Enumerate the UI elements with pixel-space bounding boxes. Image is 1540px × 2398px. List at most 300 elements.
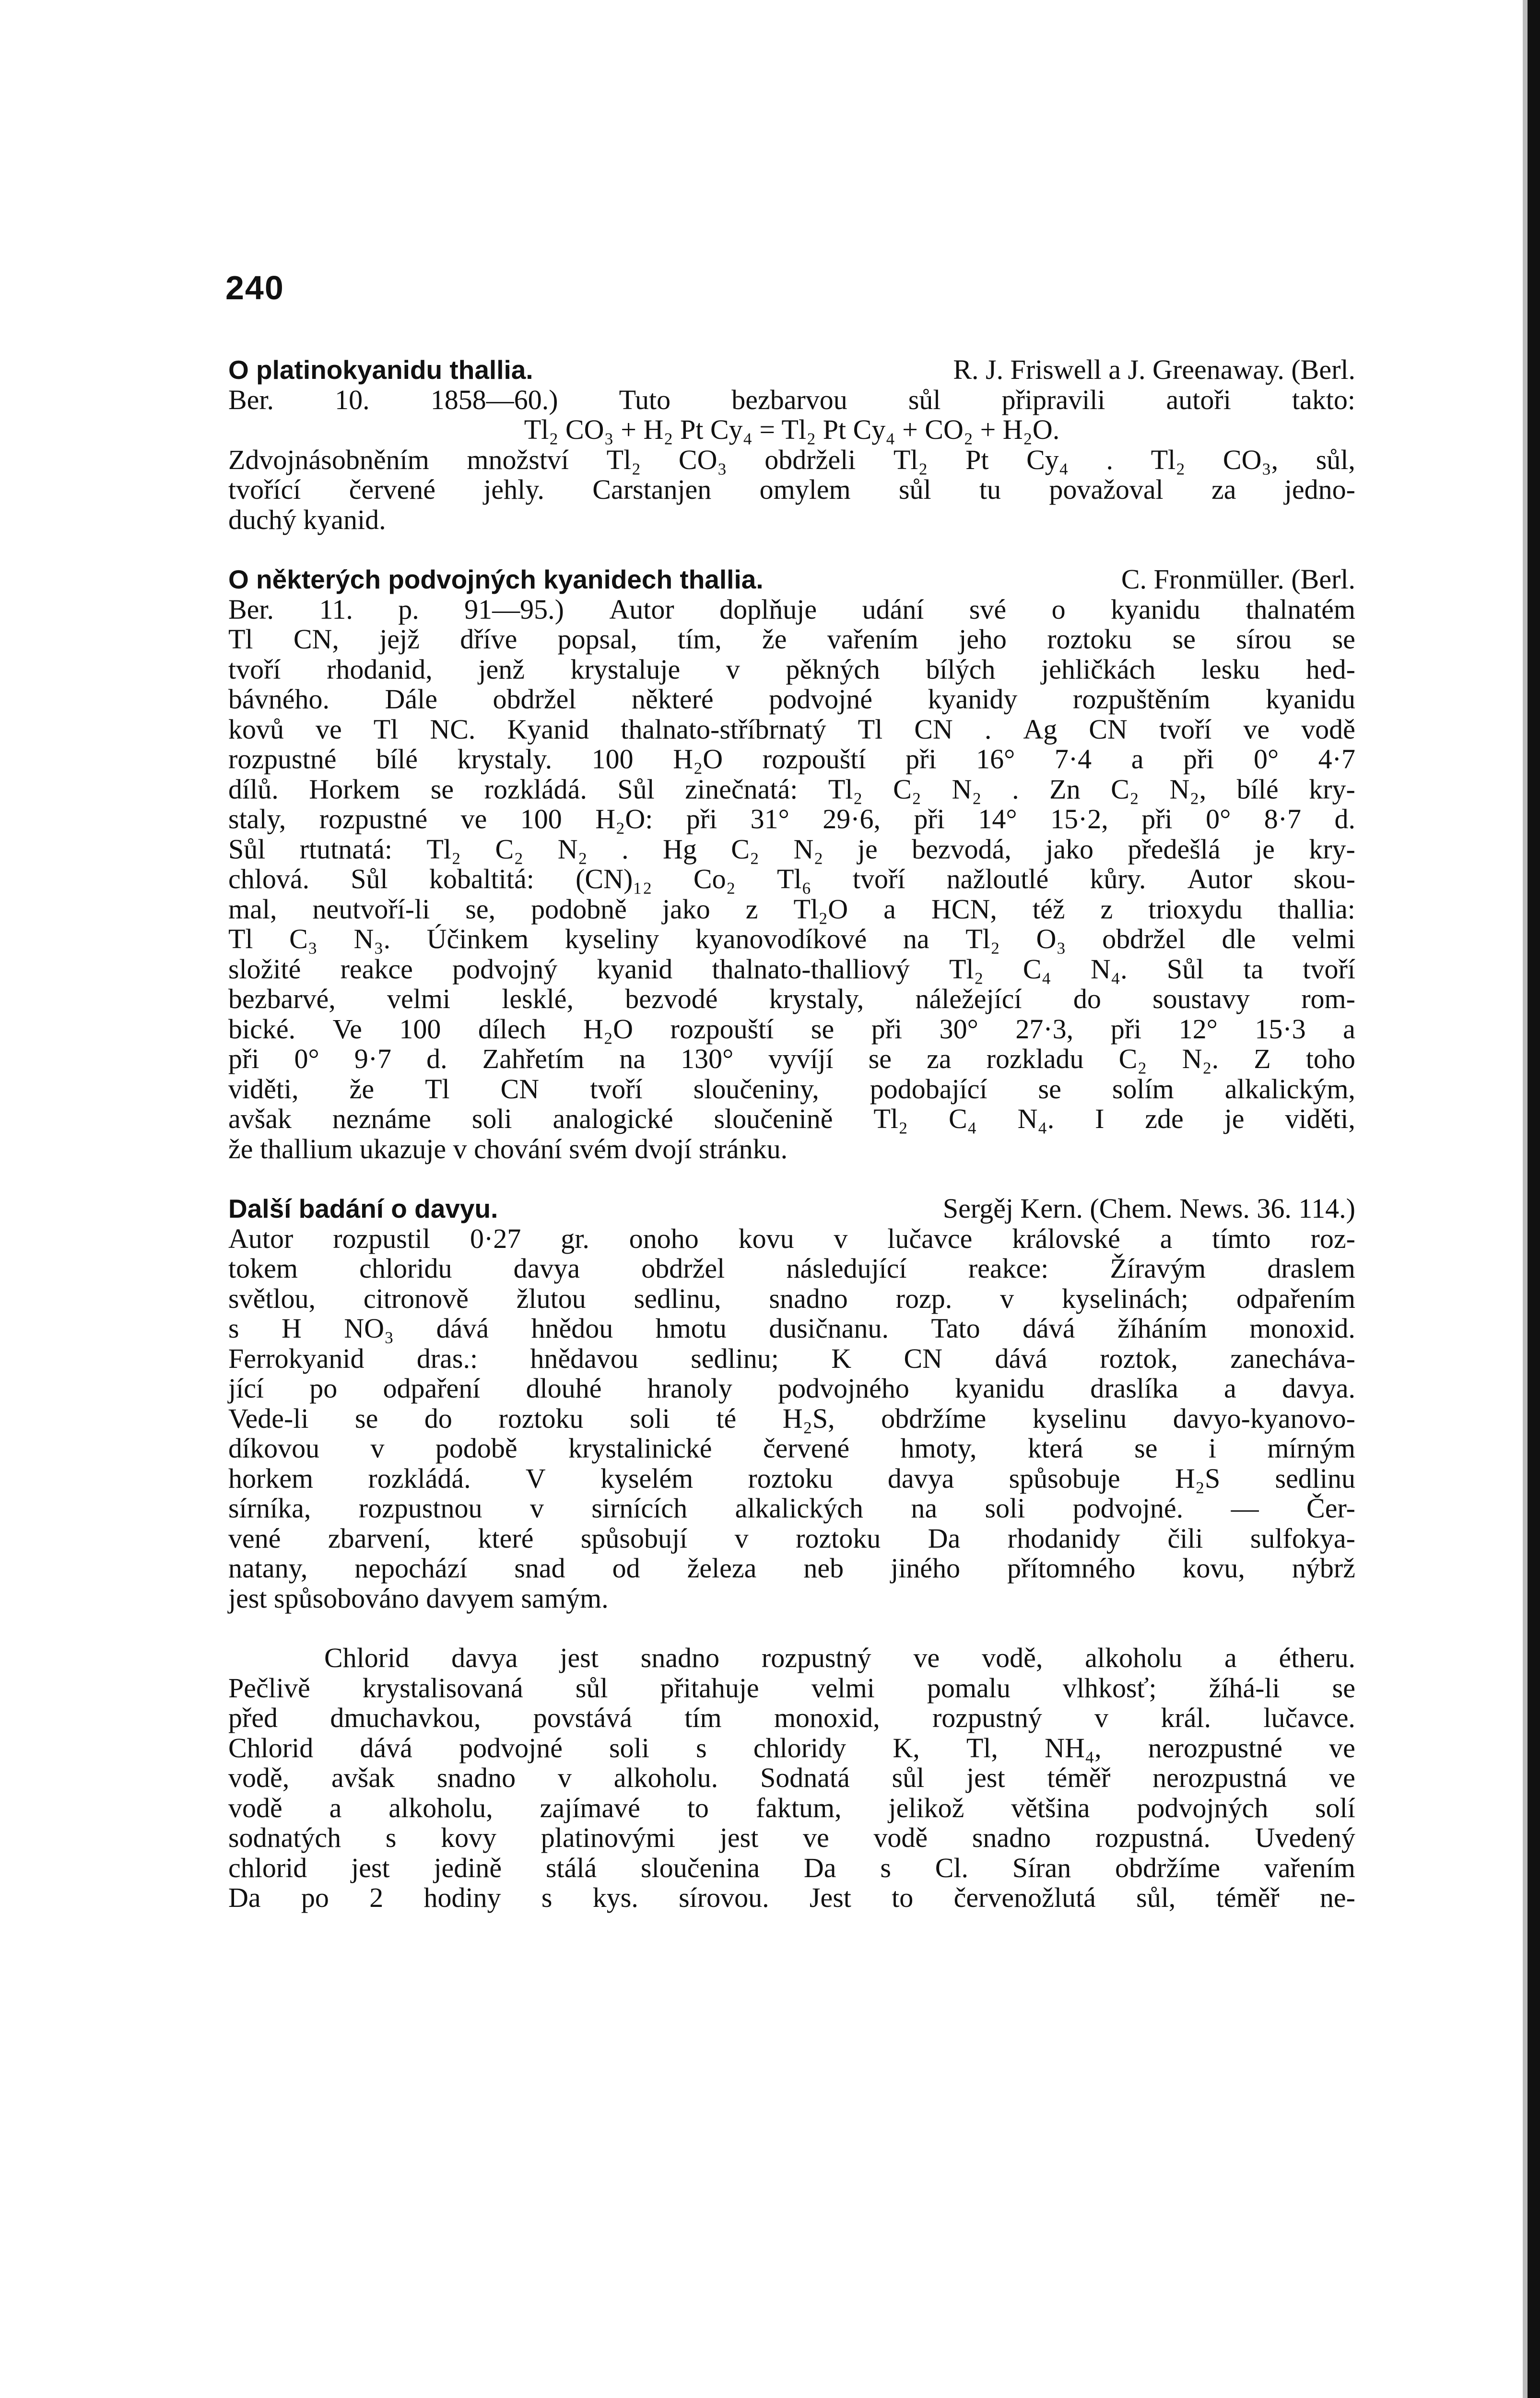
word: soustavy: [1152, 983, 1250, 1014]
word: tvoří: [228, 653, 281, 685]
word: Vede-li: [228, 1402, 309, 1434]
word: hnědavou: [530, 1342, 638, 1374]
word: z: [1100, 893, 1113, 925]
word: s: [541, 1882, 553, 1913]
word: 4·7: [1318, 743, 1355, 775]
word: Tl₂: [873, 1103, 908, 1134]
word: roz-: [1310, 1223, 1355, 1254]
word: kry-: [1309, 833, 1355, 865]
word: alkalickým,: [1224, 1073, 1355, 1105]
word: krystalisovaná: [362, 1672, 523, 1704]
word: tvořící: [228, 474, 301, 505]
word: o: [1051, 593, 1066, 625]
word: žlutou: [516, 1282, 586, 1314]
word: se: [868, 1043, 892, 1074]
word: C₄: [948, 1103, 977, 1134]
word: ve: [316, 713, 342, 745]
word: horkem: [228, 1462, 314, 1494]
word: C₄: [1023, 953, 1051, 985]
word: čili: [1167, 1522, 1203, 1554]
word: většina: [1011, 1792, 1090, 1823]
word: ve: [1329, 1732, 1355, 1763]
word: rom-: [1301, 983, 1355, 1014]
word: kys.: [592, 1882, 638, 1913]
word: rtutnatá:: [299, 833, 392, 865]
word: téměř: [1047, 1762, 1111, 1793]
word: se,: [465, 893, 496, 925]
word: jest: [966, 1762, 1005, 1793]
text-line: [228, 1464, 1355, 1494]
word: kyanidu: [1266, 683, 1355, 715]
text-line: [228, 1793, 1355, 1823]
word: .: [984, 713, 992, 745]
word: Tl: [858, 713, 883, 745]
text-line: [228, 1553, 1355, 1584]
word: i: [1208, 1433, 1216, 1464]
word: a: [1343, 1013, 1355, 1045]
word: 30°: [939, 1013, 978, 1045]
word: zinečnatá:: [685, 773, 798, 805]
word: chloridy: [753, 1732, 846, 1763]
word: hmotu: [655, 1313, 727, 1344]
word: K,: [893, 1732, 920, 1763]
word: 29·6,: [823, 803, 881, 835]
word: jiného: [891, 1552, 961, 1584]
text-line: [228, 1344, 1355, 1374]
word: na: [903, 923, 929, 954]
word: jejž: [379, 623, 420, 655]
word: nerozpustné: [1148, 1732, 1282, 1763]
word: 0°: [294, 1043, 319, 1074]
section-1-heading: O platinokyanidu thallia.: [228, 355, 533, 385]
word: 8·7: [1264, 803, 1302, 835]
text-line: [228, 744, 1355, 775]
word: draslíka: [1090, 1373, 1178, 1404]
word: s: [880, 1852, 891, 1883]
word: vařením: [827, 623, 918, 655]
word: Tuto: [619, 384, 671, 415]
word: Zdvojnásobněním: [228, 444, 429, 475]
word: a: [1131, 743, 1144, 775]
word: Pt: [965, 444, 989, 475]
word: dílů.: [228, 773, 279, 805]
word: dusičnanu.: [769, 1313, 889, 1344]
word: takto:: [1292, 384, 1355, 415]
word: Tl₂: [1151, 444, 1186, 475]
word: lučavce.: [1263, 1702, 1355, 1733]
word: zbarvení,: [328, 1522, 431, 1554]
word: monoxid,: [774, 1702, 880, 1733]
word: též: [1032, 893, 1065, 925]
word: trioxydu: [1148, 893, 1243, 925]
text-line: [228, 1434, 1355, 1464]
word: C₂: [1111, 773, 1140, 805]
word: při: [686, 803, 717, 835]
word: citronově: [363, 1282, 469, 1314]
word: krystaluje: [570, 653, 681, 685]
page-body: [228, 355, 1355, 1913]
word: Cl.: [935, 1852, 968, 1883]
word: C₂: [893, 773, 922, 805]
word: a: [1160, 1223, 1173, 1254]
text-line: [228, 595, 1355, 625]
word: jest: [560, 1642, 599, 1673]
word: to: [687, 1792, 709, 1823]
word: kovů: [228, 713, 284, 745]
word: podvojný: [452, 953, 558, 985]
word: soli: [471, 1103, 512, 1134]
word: rozpustné: [228, 743, 337, 775]
section-3-byline: Sergěj Kern. (Chem. News. 36. 114.): [942, 1193, 1355, 1224]
word: reakce: [340, 953, 413, 985]
word: davyo-kyanovo-: [1173, 1402, 1355, 1434]
word: Da: [228, 1882, 261, 1913]
text-line: [228, 1524, 1355, 1554]
word: 100: [399, 1013, 441, 1045]
word: draslem: [1267, 1253, 1355, 1284]
word: .: [1012, 773, 1019, 805]
text-line: [228, 1643, 1355, 1673]
word: za: [927, 1043, 952, 1074]
word: p.: [398, 593, 419, 625]
word: v: [834, 1223, 848, 1254]
word: lesklé,: [502, 983, 574, 1014]
word: Cy₄: [1026, 444, 1069, 475]
word: se: [1332, 623, 1355, 655]
word: se: [1332, 1672, 1355, 1704]
word: Da: [928, 1522, 961, 1554]
word: při: [871, 1013, 903, 1045]
word: to: [892, 1882, 914, 1913]
word: na: [619, 1043, 646, 1074]
word: červenožlutá: [953, 1882, 1096, 1913]
word: s: [228, 1313, 239, 1344]
word: alkoholu: [1085, 1642, 1183, 1673]
word: 11.: [319, 593, 353, 625]
word: světlou,: [228, 1282, 316, 1314]
word: faktum,: [755, 1792, 842, 1823]
word: se: [1134, 1433, 1158, 1464]
word: rhodanid,: [327, 653, 433, 685]
word: kyanovodíkové: [695, 923, 867, 954]
word: že: [349, 1073, 375, 1105]
word: sloučenina: [641, 1852, 760, 1883]
word: velmi: [387, 983, 451, 1014]
word: N₃.: [353, 923, 391, 954]
section-3-first-line: [228, 1194, 1355, 1224]
word: CO₃: [678, 444, 727, 475]
word: lučavce: [887, 1223, 973, 1254]
word: podvojné: [459, 1732, 563, 1763]
word: stálá: [545, 1852, 597, 1883]
word: po: [309, 1373, 338, 1404]
word: v: [557, 1762, 572, 1793]
word: zanecháva-: [1230, 1342, 1355, 1374]
word: při: [1141, 803, 1173, 835]
word: 130°: [681, 1043, 734, 1074]
word: vodě,: [228, 1762, 290, 1793]
word: Čer-: [1306, 1493, 1355, 1524]
word: Tl₂: [949, 953, 984, 985]
text-line: [228, 954, 1355, 985]
word: v: [529, 1493, 544, 1524]
word: H₂O: [673, 743, 723, 775]
word: sodnatých: [228, 1822, 341, 1853]
word: a: [1224, 1642, 1237, 1673]
word: jako: [662, 893, 710, 925]
word: Pečlivě: [228, 1672, 310, 1704]
word: železa: [687, 1552, 757, 1584]
word: ve: [1243, 713, 1270, 745]
word: podobající: [870, 1073, 987, 1105]
word: staly,: [228, 803, 286, 835]
word: množství: [467, 444, 569, 475]
word: roztoku: [498, 1402, 584, 1434]
word: omylem: [759, 474, 851, 505]
word: NO₃: [344, 1313, 394, 1344]
word: rozkladu: [986, 1043, 1084, 1074]
text-line: [228, 1074, 1355, 1105]
word: dává: [436, 1313, 489, 1344]
word: thallia:: [1278, 893, 1355, 925]
word: davya: [887, 1462, 954, 1494]
word: z: [745, 893, 758, 925]
text-line: [228, 775, 1355, 805]
word: při: [914, 803, 945, 835]
word: rozp.: [895, 1282, 952, 1314]
word: 91—95.): [464, 593, 564, 625]
word: soli: [609, 1732, 649, 1763]
word: Chlorid: [324, 1642, 410, 1673]
text-line: [228, 1314, 1355, 1344]
word: d.: [1334, 803, 1355, 835]
word: tímto: [1212, 1223, 1271, 1254]
word: monoxid.: [1249, 1313, 1355, 1344]
word: podvojné.: [1072, 1493, 1184, 1524]
word: sírovou.: [679, 1882, 769, 1913]
word: O₃: [1036, 923, 1066, 954]
word: rozpustné: [319, 803, 428, 835]
word: kry-: [1309, 773, 1355, 805]
word: žíhá-li: [1209, 1672, 1280, 1704]
text-line: [228, 864, 1355, 894]
word: s: [696, 1732, 707, 1763]
word: Tl: [228, 923, 253, 954]
word: podvojných: [1137, 1792, 1269, 1823]
word: podobě: [435, 1433, 517, 1464]
text-line: [228, 1823, 1355, 1853]
word: obdržel: [493, 683, 576, 715]
word: dává: [995, 1342, 1047, 1374]
text-line: [228, 1883, 1355, 1913]
word: HCN,: [931, 893, 997, 925]
word: je: [857, 833, 878, 865]
word: červené: [349, 474, 435, 505]
word: Autor: [228, 1223, 294, 1254]
word: CN: [914, 713, 953, 745]
word: nerozpustná: [1152, 1762, 1287, 1793]
word: I: [1095, 1103, 1105, 1134]
word: soli: [630, 1402, 670, 1434]
word: Ferrokyanid: [228, 1342, 364, 1374]
word: analogické: [553, 1103, 673, 1134]
word: ta: [1243, 953, 1264, 985]
word: a: [1224, 1373, 1236, 1404]
text-line: [228, 475, 1355, 505]
word: a: [329, 1792, 342, 1823]
word: Sůl: [351, 863, 388, 894]
word: chlová.: [228, 863, 310, 894]
word: viděti,: [1285, 1103, 1355, 1134]
word: hnědou: [531, 1313, 613, 1344]
word: N₂,: [1169, 773, 1207, 805]
word: davya.: [1281, 1373, 1355, 1404]
word: Tl₂: [893, 444, 928, 475]
word: CN: [904, 1342, 943, 1374]
word: tu: [979, 474, 1001, 505]
word: která: [1027, 1433, 1083, 1464]
word: snad: [514, 1552, 565, 1584]
word: přítomného: [1007, 1552, 1136, 1584]
word: ve: [1329, 1762, 1355, 1793]
word: Sodnatá: [760, 1762, 850, 1793]
word: kyanidu: [1111, 593, 1200, 625]
word: obdržíme: [1115, 1852, 1221, 1883]
word: jedno-: [1284, 474, 1355, 505]
word: dlouhé: [526, 1373, 602, 1404]
word: Tl: [228, 623, 253, 655]
word: sůl: [892, 1762, 925, 1793]
text-line: [228, 624, 1355, 655]
word: rozkládá.: [368, 1462, 471, 1494]
word: V: [525, 1462, 546, 1494]
word: dílech: [478, 1013, 546, 1045]
word: ve: [460, 803, 487, 835]
word: neznáme: [332, 1103, 431, 1134]
word: Dále: [385, 683, 438, 715]
word: kyselinu: [1032, 1402, 1127, 1434]
word: CN,: [293, 623, 339, 655]
word: některé: [631, 683, 714, 715]
word: sůl: [898, 474, 931, 505]
word: za: [1211, 474, 1236, 505]
word: ne-: [1319, 1882, 1355, 1913]
text-line: [228, 804, 1355, 835]
word: následující: [786, 1253, 907, 1284]
word: dříve: [460, 623, 517, 655]
word: 2: [369, 1882, 384, 1913]
word: rozpustnou: [358, 1493, 482, 1524]
word: alkoholu.: [613, 1762, 718, 1793]
word: přitahuje: [660, 1672, 759, 1704]
word: pomalu: [927, 1672, 1011, 1704]
word: předešlá: [1128, 833, 1221, 865]
word: téměř: [1216, 1882, 1280, 1913]
word: chlorid: [228, 1852, 307, 1883]
word: kobaltitá:: [429, 863, 534, 894]
word: Tl₂: [828, 773, 863, 805]
word: tvoří: [852, 863, 905, 894]
word: 15·3: [1255, 1013, 1306, 1045]
word: zajímavé: [540, 1792, 640, 1823]
word: popsal,: [557, 623, 637, 655]
text-line: [228, 984, 1355, 1014]
word: alkoholu,: [388, 1792, 493, 1823]
text-line: že thallium ukazuje v chování svém dvojí stránku.: [228, 1133, 788, 1164]
word: po: [301, 1882, 329, 1913]
word: vyvíjí: [768, 1043, 834, 1074]
word: velmi: [1292, 923, 1355, 954]
word: jest: [351, 1852, 390, 1883]
word: které: [478, 1522, 534, 1554]
text-line: [228, 1224, 1355, 1254]
word: pěkných: [786, 653, 880, 685]
text-line: [228, 1254, 1355, 1284]
word: snadno: [769, 1282, 848, 1314]
word: se: [1172, 623, 1196, 655]
word: doplňuje: [719, 593, 817, 625]
word: vařením: [1264, 1852, 1355, 1883]
word: při: [228, 1043, 259, 1074]
word: CO₃,: [1223, 444, 1279, 475]
word: do: [424, 1402, 452, 1434]
word: spůsobuje: [1009, 1462, 1120, 1494]
word: thalnato-thalliový: [712, 953, 910, 985]
word: viděti,: [228, 1073, 299, 1105]
word: sedlinu,: [634, 1282, 721, 1314]
word: N₂: [952, 773, 982, 805]
word: 27·3,: [1015, 1013, 1074, 1045]
word: neutvoří-li: [312, 893, 430, 925]
word: 0°: [1253, 743, 1279, 775]
word: rozpouští: [762, 743, 866, 775]
word: —: [1231, 1493, 1259, 1524]
word: roztoku: [1047, 623, 1132, 655]
word: kyanidy: [928, 683, 1018, 715]
word: Tl,: [966, 1732, 998, 1763]
word: hodiny: [423, 1882, 501, 1913]
word: od: [612, 1552, 640, 1584]
word: solím: [1112, 1073, 1174, 1105]
word: své: [969, 593, 1007, 625]
section-1-byline: R. J. Friswell a J. Greenaway. (Berl.: [953, 354, 1355, 385]
word: N₄.: [1091, 953, 1128, 985]
text-line: [228, 1014, 1355, 1045]
word: NH₄,: [1045, 1732, 1102, 1763]
text-line: [228, 1673, 1355, 1704]
word: hmoty,: [900, 1433, 977, 1464]
word: jest: [719, 1822, 759, 1853]
word: Tl: [373, 713, 399, 745]
word: mal,: [228, 893, 277, 925]
word: krystalinické: [568, 1433, 712, 1464]
word: velmi: [811, 1672, 875, 1704]
word: rozpustná.: [1095, 1822, 1211, 1853]
word: roztoku: [748, 1462, 833, 1494]
word: vodě: [873, 1822, 928, 1853]
word: C₂: [1118, 1043, 1147, 1074]
word: rozpustný: [932, 1702, 1042, 1733]
word: 1858—60.): [430, 384, 558, 415]
word: nepochází: [354, 1552, 468, 1584]
word: jící: [228, 1373, 264, 1404]
word: tím: [684, 1702, 722, 1733]
word: snadno: [972, 1822, 1051, 1853]
word: thalnato-stříbrnatý: [621, 713, 826, 745]
word: Chlorid: [228, 1732, 314, 1763]
word: rozpouští: [670, 1013, 774, 1045]
text-line: [228, 1703, 1355, 1733]
